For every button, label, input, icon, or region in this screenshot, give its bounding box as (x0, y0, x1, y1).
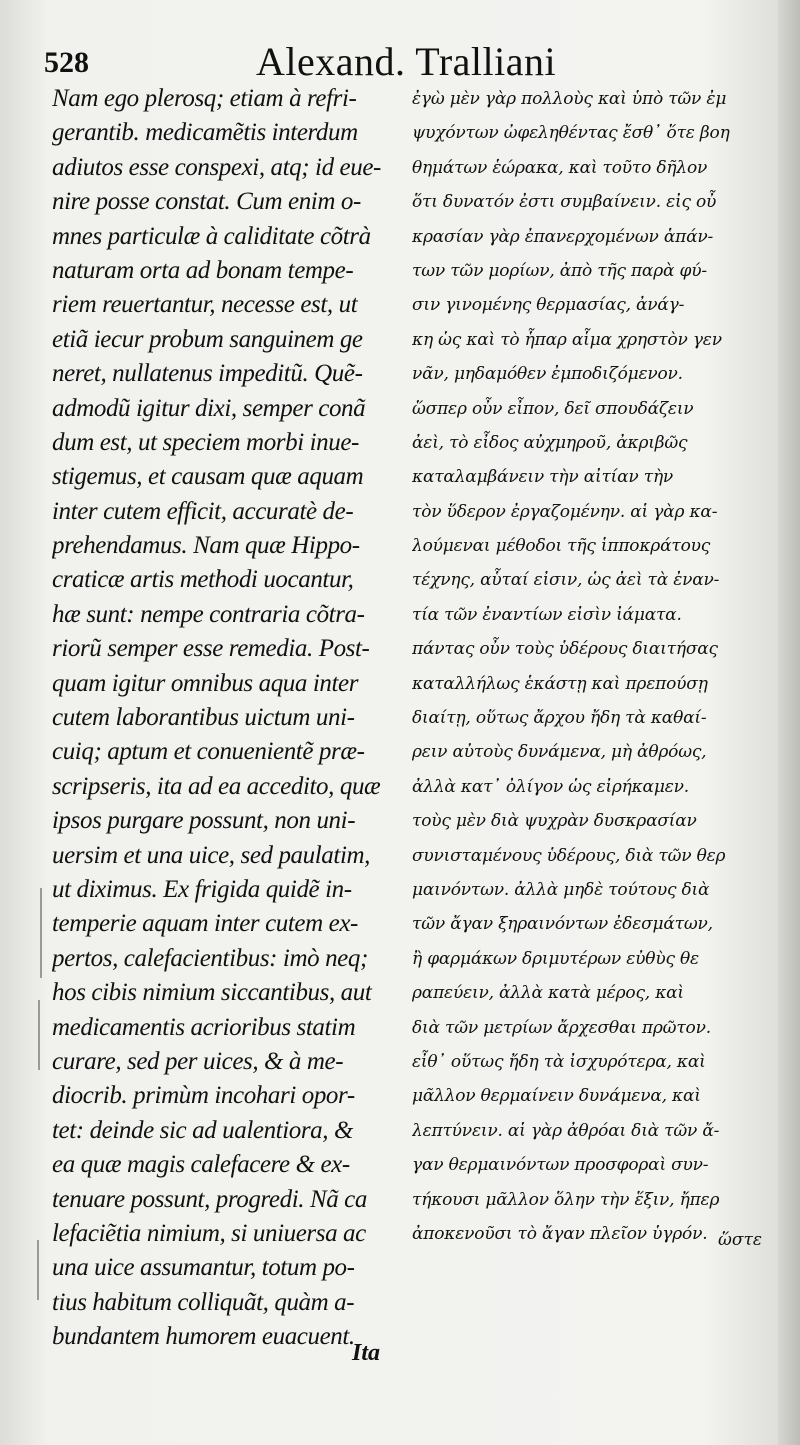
page-header (44, 38, 764, 88)
greek-text-line: καταλαμβάνειν τὴν αἰτίαν τὴν (412, 467, 674, 488)
greek-text-line: ἀποκενοῦσι τὸ ἄγαν πλεῖον ὑγρόν. (412, 1223, 708, 1244)
greek-text-line: ἢ φαρμάκων δριμυτέρων εὐθὺς θε (412, 948, 699, 969)
latin-text-line: ipsos purgare possunt, non uni- (52, 807, 356, 835)
latin-text-line: cutem laborantibus uictum uni- (52, 704, 355, 732)
latin-column (52, 82, 392, 1354)
latin-text-line: Nam ego plerosq; etiam à refri- (52, 85, 357, 112)
latin-text-line: ea quæ magis calefacere & ex- (52, 1151, 350, 1179)
margin-mark (38, 1000, 40, 1070)
greek-text-line: ψυχόντων ὠφεληθέντας ἔσθ᾽ ὅτε βοη (412, 123, 730, 144)
latin-text-line: una uice assumantur, totum po- (52, 1254, 355, 1282)
latin-text-line: scripseris, ita ad ea accedito, quæ (52, 772, 381, 800)
latin-text-line: naturam orta ad bonam tempe- (52, 256, 354, 284)
greek-text-line: τοὺς μὲν διὰ ψυχρὰν δυσκρασίαν (412, 811, 697, 832)
latin-text-line: uersim et una uice, sed paulatim, (52, 841, 371, 869)
latin-text-line: bundantem humorem euacuent. (52, 1323, 355, 1351)
greek-text-line: λεπτύνειν. αἱ γὰρ ἀθρόαι διὰ τῶν ἄ- (412, 1120, 720, 1141)
latin-text-line: neret, nullatenus impeditũ. Quẽ- (52, 360, 363, 388)
latin-text-line: riem reuertantur, necesse est, ut (52, 291, 358, 319)
greek-text-line: τῶν ἄγαν ξηραινόντων ἐδεσμάτων, (412, 914, 713, 935)
latin-text-line: curare, sed per uices, & à me- (52, 1047, 344, 1075)
latin-text-line: etiã iecur probum sanguinem ge (52, 325, 363, 353)
greek-text-line: εἶθ᾽ οὕτως ἤδη τὰ ἰσχυρότερα, καὶ (412, 1051, 706, 1072)
greek-text-line: ραπεύειν, ἀλλὰ κατὰ μέρος, καὶ (412, 983, 684, 1004)
catchword-latin: Ita (352, 1340, 381, 1366)
greek-text-line: μαινόντων. ἀλλὰ μηδὲ τούτους διὰ (412, 879, 710, 900)
greek-column (412, 82, 762, 1251)
margin-mark (40, 888, 42, 978)
latin-text-line: temperie aquam inter cutem ex- (52, 910, 358, 938)
latin-text-line: quam igitur omnibus aqua inter (52, 669, 359, 697)
greek-text-line: ὅτι δυνατόν ἐστι συμβαίνειν. εἰς οὖ (412, 192, 717, 213)
latin-text-line: medicamentis acrioribus statim (52, 1013, 356, 1041)
greek-text-line: γαν θερμαινόντων προσφοραὶ συν- (412, 1155, 709, 1176)
greek-text-line: νᾶν, μηδαμόθεν ἐμποδιζόμενον. (412, 364, 683, 385)
latin-text-line: cuiq; aptum et conuenientẽ præ- (52, 738, 365, 766)
greek-text-line: συνισταμένους ὑδέρους, διὰ τῶν θερ (412, 845, 726, 866)
greek-text-line: σιν γινομένης θερμασίας, ἀνάγ- (412, 295, 685, 316)
latin-text-line: lefaciẽtia nimium, si uniuersa ac (52, 1219, 366, 1247)
greek-text-line: των τῶν μορίων, ἀπὸ τῆς παρὰ φύ- (412, 260, 707, 281)
latin-text-line: mnes particulæ à caliditate cõtrà (52, 222, 371, 250)
greek-text-line: τὸν ὕδερον ἐργαζομένην. αἱ γὰρ κα- (412, 501, 718, 522)
latin-text-line: dum est, ut speciem morbi inue- (52, 428, 359, 456)
latin-text-line: diocrib. primùm incohari opor- (52, 1082, 355, 1110)
latin-text-line: gerantib. medicamẽtis interdum (52, 119, 358, 147)
page-edge (778, 0, 800, 1445)
greek-text-line: τία τῶν ἐναντίων εἰσὶν ἰάματα. (412, 604, 682, 625)
latin-text-line: ut diximus. Ex frigida quidẽ in- (52, 875, 352, 903)
greek-text-line: ὥσπερ οὖν εἶπον, δεῖ σπουδάζειν (412, 398, 694, 419)
latin-text-line: pertos, calefacientibus: imò neq; (52, 944, 368, 972)
running-title: Alexand. Tralliani (256, 39, 557, 84)
greek-text-line: ἀλλὰ κατ᾽ ὀλίγον ὡς εἰρήκαμεν. (412, 776, 689, 797)
margin-mark (37, 1240, 39, 1300)
latin-text-line: craticæ artis methodi uocantur, (52, 566, 354, 594)
latin-text-line: hæ sunt: nempe contraria cõtra- (52, 600, 365, 628)
catchword-greek: ὥστε (718, 1230, 762, 1250)
greek-text-line: καταλλήλως ἑκάστῃ καὶ πρεπούσῃ (412, 673, 708, 694)
greek-text-line: πάντας οὖν τοὺς ὑδέρους διαιτήσας (412, 639, 718, 660)
greek-text-line: τήκουσι μᾶλλον ὅλην τὴν ἕξιν, ἤπερ (412, 1189, 720, 1210)
greek-text-line: μᾶλλον θερμαίνειν δυνάμενα, καὶ (412, 1086, 701, 1107)
greek-text-line: θημάτων ἑώρακα, καὶ τοῦτο δῆλον (412, 157, 708, 178)
greek-text-line: κη ὡς καὶ τὸ ἧπαρ αἷμα χρηστὸν γεν (412, 329, 722, 350)
latin-text-line: riorũ semper esse remedia. Post- (52, 635, 370, 663)
latin-text-line: tenuare possunt, progredi. Nã ca (52, 1185, 367, 1213)
greek-text-line: διαίτῃ, οὕτως ἄρχου ἤδη τὰ καθαί- (412, 708, 707, 729)
latin-text-line: admodũ igitur dixi, semper conã (52, 394, 366, 422)
greek-text-line: τέχνης, αὗταί εἰσιν, ὡς ἀεὶ τὰ ἐναν- (412, 570, 720, 591)
greek-text-line: ρειν αὐτοὺς δυνάμενα, μὴ ἀθρόως, (412, 742, 707, 763)
latin-text-line: stigemus, et causam quæ aquam (52, 463, 364, 491)
latin-text-line: tet: deinde sic ad ualentiora, & (52, 1116, 354, 1144)
latin-text-line: adiutos esse conspexi, atq; id eue- (52, 153, 381, 181)
latin-text-line: hos cibis nimium siccantibus, aut (52, 979, 372, 1007)
latin-text-line: tius habitum colliquãt, quàm a- (52, 1288, 355, 1316)
latin-text-line: prehendamus. Nam quæ Hippo- (52, 532, 360, 560)
latin-text-line: nire posse constat. Cum enim o- (52, 188, 361, 216)
greek-text-line: ἀεὶ, τὸ εἶδος αὐχμηροῦ, ἀκριβῶς (412, 432, 688, 453)
page-number: 528 (44, 46, 89, 79)
greek-text-line: ἐγὼ μὲν γὰρ πολλοὺς καὶ ὑπὸ τῶν ἐμ (412, 89, 727, 109)
latin-text-line: inter cutem efficit, accuratè de- (52, 497, 354, 525)
greek-text-line: λούμεναι μέθοδοι τῆς ἱπποκράτους (412, 536, 711, 557)
greek-text-line: διὰ τῶν μετρίων ἄρχεσθαι πρῶτον. (412, 1017, 711, 1038)
greek-text-line: κρασίαν γὰρ ἐπανερχομένων ἁπάν- (412, 226, 714, 247)
